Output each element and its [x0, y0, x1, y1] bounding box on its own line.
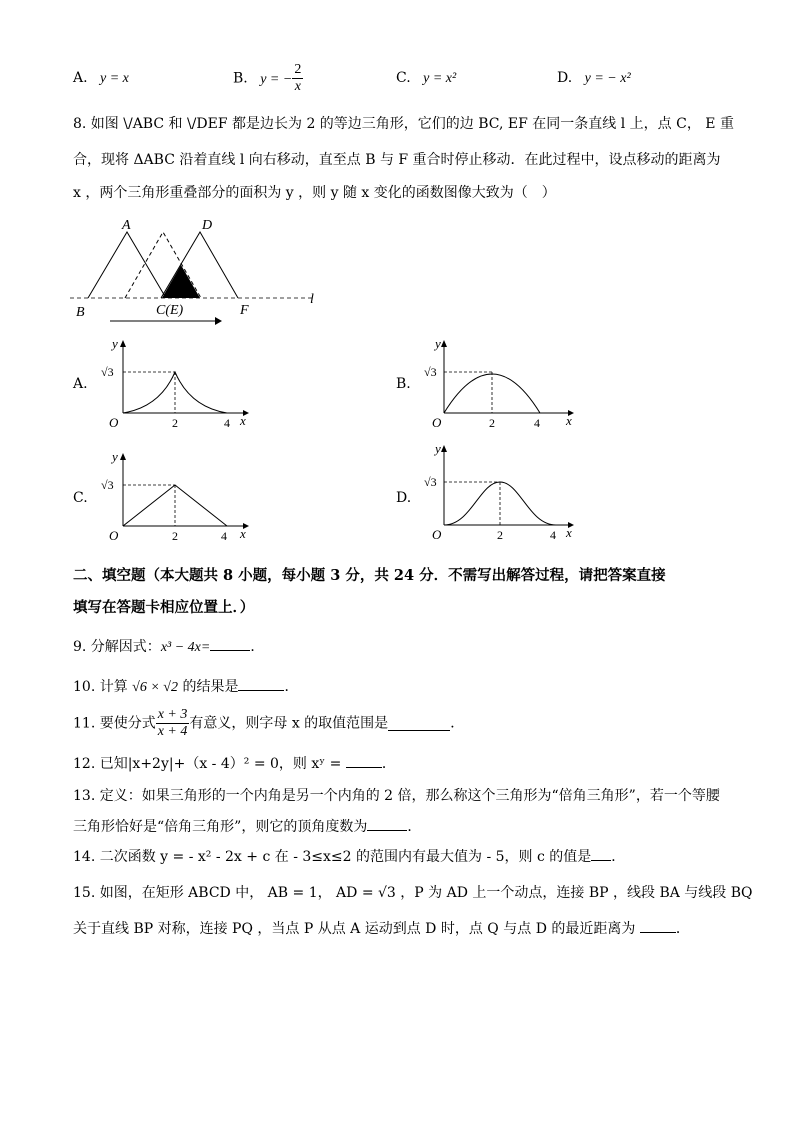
svg-text:x: x — [240, 526, 246, 541]
q13-line1: 13. 定义：如果三角形的一个内角是另一个内角的 2 倍，那么称这个三角形为“倍角三角形”，若一个等腰 — [73, 788, 720, 804]
q12: 12. 已知|x+2y|+（x - 4）² = 0，则 xʸ = ． — [73, 753, 396, 774]
triangle-abc — [88, 232, 166, 298]
svg-text:y: y — [112, 449, 118, 464]
svg-text:O: O — [432, 527, 442, 542]
svg-text:2: 2 — [497, 528, 503, 542]
option-a — [73, 70, 129, 87]
svg-text:2: 2 — [172, 529, 178, 543]
graph-d-option: D. — [396, 490, 412, 506]
option-b — [233, 62, 303, 95]
label-f: F — [240, 303, 249, 318]
y-arrow-icon — [120, 340, 126, 347]
svg-text:x: x — [566, 413, 572, 428]
arrow-head-icon — [215, 317, 222, 325]
q14: 14. 二次函数 y = - x² - 2x + c 在 - 3≤x≤2 的范围内有最大值为 - 5，则 c 的值是 ． — [73, 846, 625, 867]
svg-text:O: O — [109, 415, 119, 430]
svg-text:y: y — [435, 441, 441, 456]
svg-text:y: y — [112, 336, 118, 351]
q9: 9. 分解因式：x³ − 4x= ． — [73, 636, 264, 658]
graph-a — [95, 335, 255, 435]
graph-c-option: C. — [73, 490, 88, 506]
q12-answer-blank[interactable] — [346, 753, 382, 768]
q8-line2: 合，现将 ΔABC 沿着直线 l 向右移动，直至点 B 与 F 重合时停止移动．在此过程中，设点移动的距离为 — [73, 152, 721, 168]
y-arrow-icon — [441, 445, 447, 452]
q8-triangle-figure — [70, 215, 330, 330]
svg-text:4: 4 — [550, 528, 556, 542]
label-b: B — [76, 305, 85, 320]
svg-text:O: O — [109, 528, 119, 543]
option-b-label: B. — [233, 70, 248, 87]
svg-text:O: O — [432, 415, 442, 430]
y-arrow-icon — [120, 453, 126, 460]
q15-line1: 15. 如图，在矩形 ABCD 中， AB = 1， AD = √3 ，P 为 AD 上一个动点，连接 BP ，线段 BA 与线段 BQ — [73, 885, 753, 901]
label-l: l — [310, 292, 314, 307]
svg-text:4: 4 — [224, 416, 230, 430]
graph-b — [416, 335, 586, 435]
option-b-fraction: $\frac{2}{x}$ — [294, 62, 302, 94]
option-d-expr: y = − x² — [584, 71, 631, 86]
svg-text:2: 2 — [172, 416, 178, 430]
option-c — [396, 70, 456, 87]
option-b-lhs: y = − — [260, 71, 293, 87]
q11-fraction: $\frac{x + 3}{x + 4}$ — [157, 707, 188, 739]
option-d — [557, 70, 631, 87]
option-c-label: C. — [396, 70, 411, 86]
svg-text:√3: √3 — [101, 365, 114, 379]
q14-answer-blank[interactable] — [591, 846, 611, 861]
q11-answer-blank[interactable] — [388, 716, 450, 731]
q9-answer-blank[interactable] — [210, 636, 250, 651]
q11: 11. 要使分式 $\frac{x + 3}{x + 4}$ 有意义，则字母 x 的取值范围是 ． — [73, 707, 465, 739]
svg-text:√3: √3 — [424, 475, 437, 489]
q10: 10. 计算 √6 × √2 的结果是 ． — [73, 676, 298, 698]
svg-text:√3: √3 — [424, 365, 437, 379]
q13-line2: 三角形恰好是“倍角三角形”，则它的顶角度数为 ． — [73, 816, 421, 837]
graph-b-option: B. — [396, 376, 411, 392]
option-a-label: A. — [73, 70, 88, 86]
label-d: D — [202, 218, 213, 233]
graph-d — [416, 440, 586, 545]
q10-answer-blank[interactable] — [238, 676, 284, 691]
graph-c — [95, 448, 255, 548]
section2-title-line1: 二、填空题（本大题共 8 小题，每小题 3 分，共 24 分．不需写出解答过程，请把答案直接 — [73, 567, 666, 584]
svg-text:y: y — [435, 336, 441, 351]
section2-title-line2: 填写在答题卡相应位置上．） — [73, 599, 255, 616]
label-ce: C(E) — [156, 303, 184, 318]
overlap-shaded — [162, 265, 200, 298]
svg-text:4: 4 — [221, 529, 227, 543]
q8-line1: 8. 如图 \/ABC 和 \/DEF 都是边长为 2 的等边三角形，它们的边 BC, EF 在同一条直线 l 上，点 C， E 重 — [73, 116, 734, 132]
q8-line3: x ，两个三角形重叠部分的面积为 y ，则 y 随 x 变化的函数图像大致为（ ） — [73, 185, 556, 201]
option-a-expr: y = x — [100, 71, 129, 86]
svg-text:x: x — [240, 413, 246, 428]
q15-line2: 关于直线 BP 对称，连接 PQ ，当点 P 从点 A 运动到点 D 时，点 Q 与点 D 的最近距离为 ． — [73, 918, 690, 939]
svg-text:x: x — [566, 525, 572, 540]
q13-answer-blank[interactable] — [367, 816, 407, 831]
label-a: A — [122, 218, 131, 233]
svg-text:4: 4 — [534, 416, 540, 430]
option-c-expr: y = x² — [423, 71, 457, 86]
y-arrow-icon — [441, 340, 447, 347]
svg-text:2: 2 — [489, 416, 495, 430]
option-d-label: D. — [557, 70, 573, 86]
q15-answer-blank[interactable] — [640, 918, 676, 933]
svg-text:√3: √3 — [101, 478, 114, 492]
graph-a-option: A. — [73, 376, 88, 392]
